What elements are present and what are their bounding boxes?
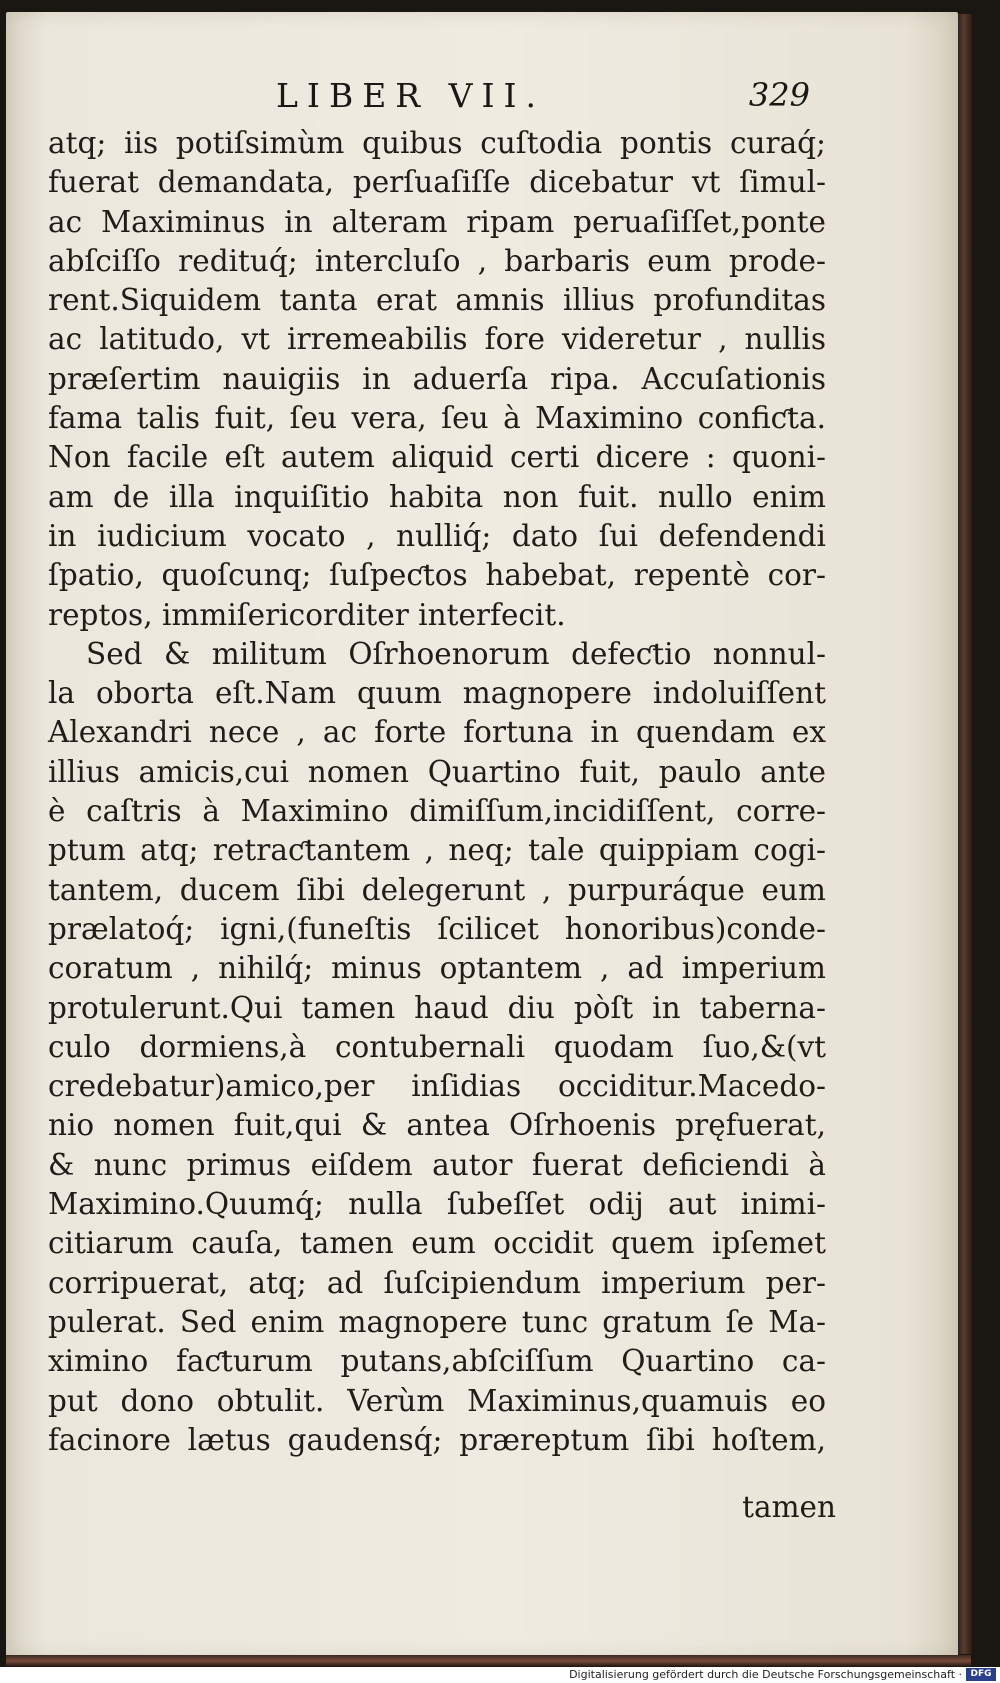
text-line: coratum , nihilq́; minus optantem , ad imperium	[48, 951, 826, 986]
text-line: credebatur)amico,per inſidias occiditur.Macedo-	[48, 1069, 826, 1104]
text-line: put dono obtulit. Verùm Maximinus,quamuis eo	[48, 1383, 826, 1418]
text-line: fama talis fuit, ſeu vera, ſeu à Maximino confiƈta.	[48, 401, 826, 436]
running-title: LIBER VII.	[276, 76, 546, 115]
book-edge-right	[958, 14, 972, 1654]
text-line: reptos, immiſericorditer interfecit.	[48, 597, 566, 632]
text-line: in iudicium vocato , nulliq́; dato ſui defendendi	[48, 518, 826, 553]
page-header	[270, 72, 810, 122]
text-line: nio nomen fuit,qui & antea Oſrhoenis pręfuerat,	[48, 1108, 826, 1143]
text-line: prælatoq́; igni,(funeſtis ſcilicet honoribus)conde-	[48, 911, 826, 946]
digitization-footer	[0, 1667, 1000, 1683]
page-number: 329	[748, 76, 810, 114]
text-line: illius amicis,cui nomen Quartino fuit, paulo ante	[48, 754, 826, 789]
text-line: am de illa inquiſitio habita non fuit. nullo enim	[48, 479, 826, 514]
text-line: Maximino.Quumq́; nulla ſubeſſet odij aut inimi-	[48, 1187, 826, 1222]
text-line: protulerunt.Qui tamen haud diu pòſt in taberna-	[48, 990, 826, 1025]
text-line: Alexandri nece , ac forte fortuna in quendam ex	[48, 715, 826, 750]
body-text	[48, 124, 826, 1460]
text-line: tantem, ducem ſibi delegerunt , purpuráque eum	[48, 872, 826, 907]
text-line: & nunc primus eiſdem autor fuerat deficiendi à	[48, 1147, 826, 1182]
text-line: abſciſſo redituq́; intercluſo , barbaris eum prode-	[48, 243, 826, 278]
dfg-logo: DFG	[966, 1668, 996, 1681]
text-line: la oborta eſt.Nam quum magnopere indoluiſſent	[48, 676, 826, 711]
text-line: ac latitudo, vt irremeabilis fore videretur , nullis	[48, 322, 826, 357]
text-line: ximino faƈturum putans,abſciſſum Quartino ca-	[48, 1344, 826, 1379]
text-line: ptum atq; retraƈtantem , neq; tale quippiam cogi-	[48, 833, 826, 868]
text-line: culo dormiens,à contubernali quodam ſuo,&(vt	[48, 1029, 826, 1064]
funding-credit: Digitalisierung gefördert durch die Deutsche Forschungsgemeinschaft ·	[569, 1668, 962, 1681]
text-line: corripuerat, atq; ad ſuſcipiendum imperium per-	[48, 1265, 826, 1300]
catchword: tamen	[742, 1490, 836, 1524]
text-line: rent.Siquidem tanta erat amnis illius profunditas	[48, 283, 826, 318]
text-line: præſertim nauigiis in aduerſa ripa. Accuſationis	[48, 361, 826, 396]
text-line: pulerat. Sed enim magnopere tunc gratum ſe Ma-	[48, 1304, 826, 1339]
text-line: atq; iis potiſsimùm quibus cuſtodia pontis curaq́;	[48, 126, 826, 160]
text-line: facinore lætus gaudensq́; præreptum ſibi hoſtem,	[48, 1422, 826, 1457]
text-line: Sed & militum Oſrhoenorum defeƈtio nonnul-	[86, 636, 826, 671]
text-line: fuerat demandata, perſuaſiſſe dicebatur vt ſimul-	[48, 165, 826, 200]
book-edge-bottom	[6, 1655, 971, 1667]
text-line: ſpatio, quoſcunq; ſuſpeƈtos habebat, repentè cor-	[48, 558, 826, 593]
text-line: Non facile eſt autem aliquid certi dicere : quoni-	[48, 440, 826, 475]
text-line: è caſtris à Maximino dimiſſum,incidiſſent, corre-	[48, 794, 826, 829]
text-line: ac Maximinus in alteram ripam peruaſiſſet,ponte	[48, 204, 826, 239]
text-line: citiarum cauſa, tamen eum occidit quem ipſemet	[48, 1226, 826, 1261]
